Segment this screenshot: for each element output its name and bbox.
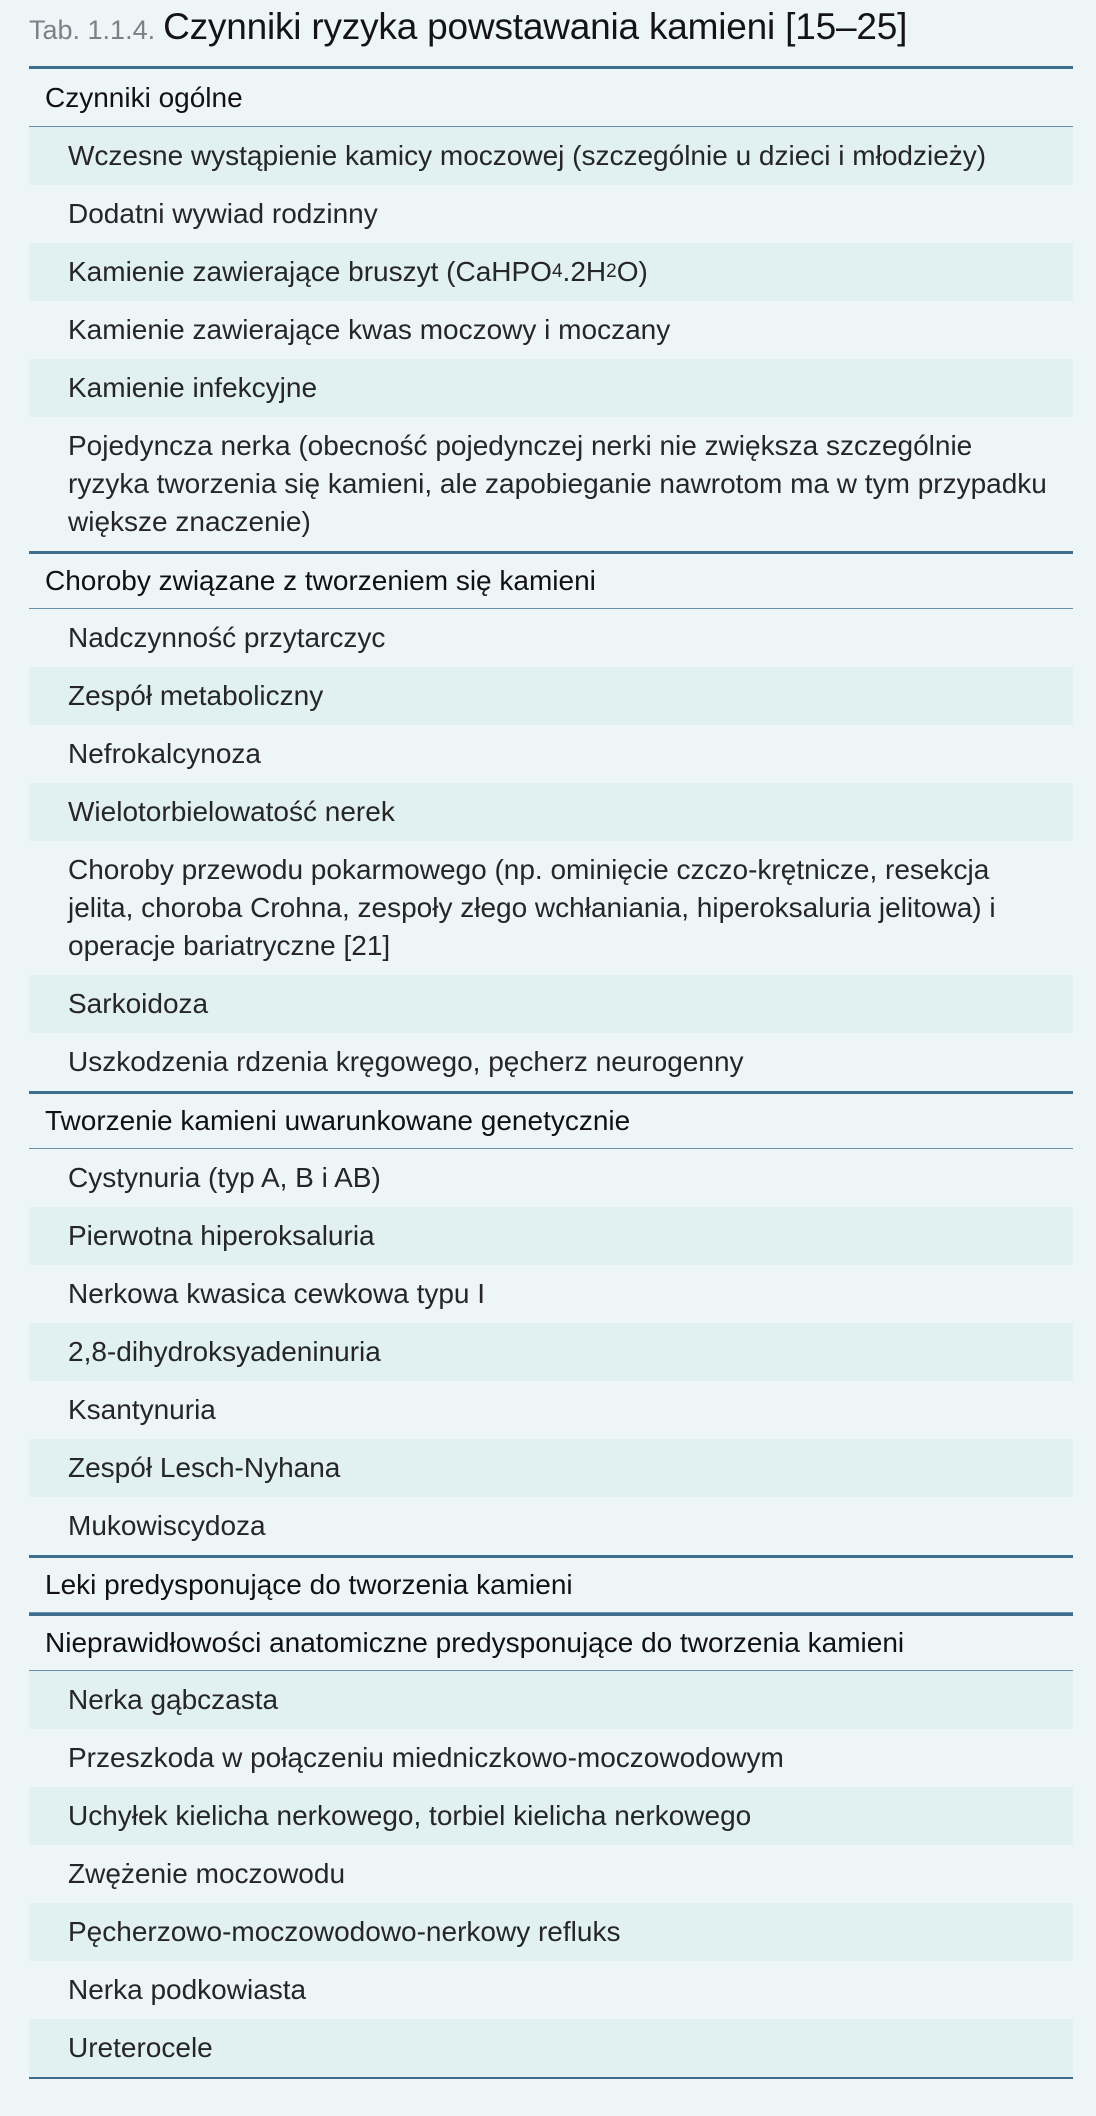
table-row: Uszkodzenia rdzenia kręgowego, pęcherz neurogenny bbox=[29, 1033, 1073, 1091]
table-row: Nerka gąbczasta bbox=[29, 1671, 1073, 1729]
table-row: Pierwotna hiperoksaluria bbox=[29, 1207, 1073, 1265]
bruszyt-text: .2H bbox=[562, 256, 607, 287]
table-row: Ureterocele bbox=[29, 2019, 1073, 2077]
table-row: Kamienie zawierające kwas moczowy i moczany bbox=[29, 301, 1073, 359]
section-heading-drugs: Leki predysponujące do tworzenia kamieni bbox=[29, 1555, 1073, 1613]
table-row: Wczesne wystąpienie kamicy moczowej (szczególnie u dzieci i młodzieży) bbox=[29, 127, 1073, 185]
section-heading-anatomical: Nieprawidłowości anatomiczne predysponujące do tworzenia kamieni bbox=[29, 1613, 1073, 1671]
table-row: Cystynuria (typ A, B i AB) bbox=[29, 1149, 1073, 1207]
table-row: Uchyłek kielicha nerkowego, torbiel kielicha nerkowego bbox=[29, 1787, 1073, 1845]
table-row: Kamienie infekcyjne bbox=[29, 359, 1073, 417]
risk-factors-table bbox=[29, 69, 1073, 2079]
table-caption bbox=[29, 6, 1073, 60]
table-row: Dodatni wywiad rodzinny bbox=[29, 185, 1073, 243]
table-row: Nadczynność przytarczyc bbox=[29, 609, 1073, 667]
table-bottom-divider bbox=[29, 2077, 1073, 2079]
section-heading-diseases: Choroby związane z tworzeniem się kamieni bbox=[29, 551, 1073, 609]
table-row: Wielotorbielowatość nerek bbox=[29, 783, 1073, 841]
table-row: Ksantynuria bbox=[29, 1381, 1073, 1439]
table-row: Przeszkoda w połączeniu miedniczkowo-moczowodowym bbox=[29, 1729, 1073, 1787]
bruszyt-text: O) bbox=[616, 256, 648, 287]
table-row: Sarkoidoza bbox=[29, 975, 1073, 1033]
bruszyt-text: Kamienie zawierające bruszyt (CaHPO bbox=[68, 256, 552, 287]
table-title: Czynniki ryzyka powstawania kamieni [15–25] bbox=[163, 6, 908, 47]
table-row: Zespół Lesch-Nyhana bbox=[29, 1439, 1073, 1497]
table-row: Nerka podkowiasta bbox=[29, 1961, 1073, 2019]
table-row: Zespół metaboliczny bbox=[29, 667, 1073, 725]
table-row-bruszyt: Kamienie zawierające bruszyt (CaHPO 4 .2H 2 O) bbox=[29, 243, 1073, 301]
section-heading-genetic: Tworzenie kamieni uwarunkowane genetycznie bbox=[29, 1091, 1073, 1149]
table-row: Pojedyncza nerka (obecność pojedynczej nerki nie zwiększa szczególnie ryzyka tworzenia się kamieni, ale zapobieganie nawrotom ma w tym przypadku większe znaczenie) bbox=[29, 417, 1073, 551]
table-row: Nefrokalcynoza bbox=[29, 725, 1073, 783]
table-row: Pęcherzowo-moczowodowo-nerkowy refluks bbox=[29, 1903, 1073, 1961]
table-row: Nerkowa kwasica cewkowa typu I bbox=[29, 1265, 1073, 1323]
section-heading-general: Czynniki ogólne bbox=[29, 69, 1073, 127]
table-row: 2,8-dihydroksyadeninuria bbox=[29, 1323, 1073, 1381]
table-row: Zwężenie moczowodu bbox=[29, 1845, 1073, 1903]
table-row: Mukowiscydoza bbox=[29, 1497, 1073, 1555]
table-row: Choroby przewodu pokarmowego (np. ominięcie czczo-krętnicze, resekcja jelita, choroba Crohna, zespoły złego wchłaniania, hiperoksaluria jelitowa) i operacje bariatryczne [21] bbox=[29, 841, 1073, 975]
table-number: Tab. 1.1.4. bbox=[29, 15, 156, 45]
